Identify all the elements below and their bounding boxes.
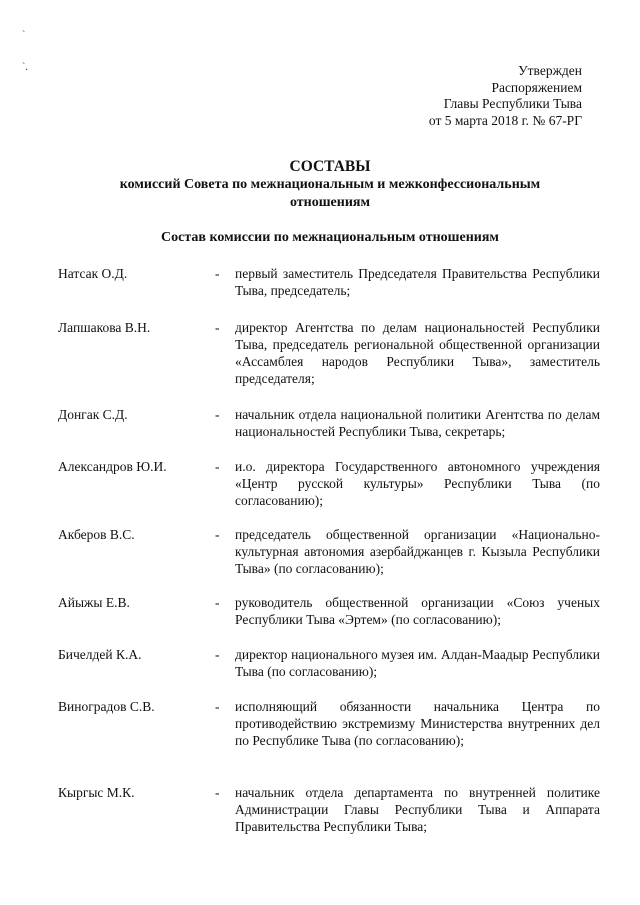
member-name: Кыргыс М.К. [58,785,135,800]
member-row [58,784,600,835]
title-main: СОСТАВЫ [289,158,371,175]
member-dash: - [215,407,220,422]
scan-mark-top: ` [22,30,26,41]
approval-block [380,63,582,129]
member-role: исполняющий обязанности начальника Центра по противодействию экстремизму Министерства внутренних дел по Республике Тыва (по согласованию); [235,699,600,748]
member-row [58,319,600,387]
member-row [58,458,600,509]
scan-mark-bottom: `. [22,62,28,73]
document-title [60,158,600,212]
member-name: Александров Ю.И. [58,459,167,474]
member-row [58,594,600,628]
member-name: Лапшакова В.Н. [58,320,151,335]
member-role: председатель общественной организации «Национально-культурная автономия азербайджанцев г. Кызыла Республики Тыва» (по согласованию); [235,527,600,576]
title-line-3: отношениям [289,195,371,210]
member-row [58,526,600,577]
member-role: первый заместитель Председателя Правительства Республики Тыва, председатель; [235,266,600,298]
section-subtitle: Состав комиссии по межнациональным отношениям [161,230,499,245]
member-role: и.о. директора Государственного автономного учреждения «Центр русской культуры» Республики Тыва (по согласованию); [235,459,600,508]
member-row [58,265,600,299]
member-row [58,698,600,749]
member-dash: - [215,266,220,281]
member-row [58,646,600,680]
member-name: Бичелдей К.А. [58,647,142,662]
member-dash: - [215,699,220,714]
approval-line-head: Главы Республики Тыва [443,96,582,111]
member-role: начальник отдела национальной политики Агентства по делам национальностей Республики Тыва, секретарь; [235,407,600,439]
member-row [58,406,600,440]
member-name: Донгак С.Д. [58,407,128,422]
member-name: Виноградов С.В. [58,699,155,714]
member-dash: - [215,595,220,610]
member-dash: - [215,527,220,542]
member-role: директор национального музея им. Алдан-Маадыр Республики Тыва (по согласованию); [235,647,600,679]
member-name: Натсак О.Д. [58,266,128,281]
member-dash: - [215,647,220,662]
member-role: директор Агентства по делам национальностей Республики Тыва, председатель региональной общественной организации «Ассамблея народов Республики Тыва», заместитель председателя; [235,320,600,386]
member-name: Акберов В.С. [58,527,135,542]
title-line-2: комиссий Совета по межнациональным и межконфессиональным [119,177,541,192]
approval-line-approved: Утвержден [518,63,582,78]
approval-line-order: Распоряжением [491,79,582,95]
member-dash: - [215,320,220,335]
member-dash: - [215,459,220,474]
member-role: начальник отдела департамента по внутренней политике Администрации Главы Республики Тыва и Аппарата Правительства Республики Тыва; [235,785,600,834]
approval-line-date: от 5 марта 2018 г. № 67-РГ [428,112,582,128]
member-name: Айыжы Е.В. [58,595,130,610]
member-role: руководитель общественной организации «Союз ученых Республики Тыва «Эртем» (по согласованию); [235,595,600,627]
member-dash: - [215,785,220,800]
